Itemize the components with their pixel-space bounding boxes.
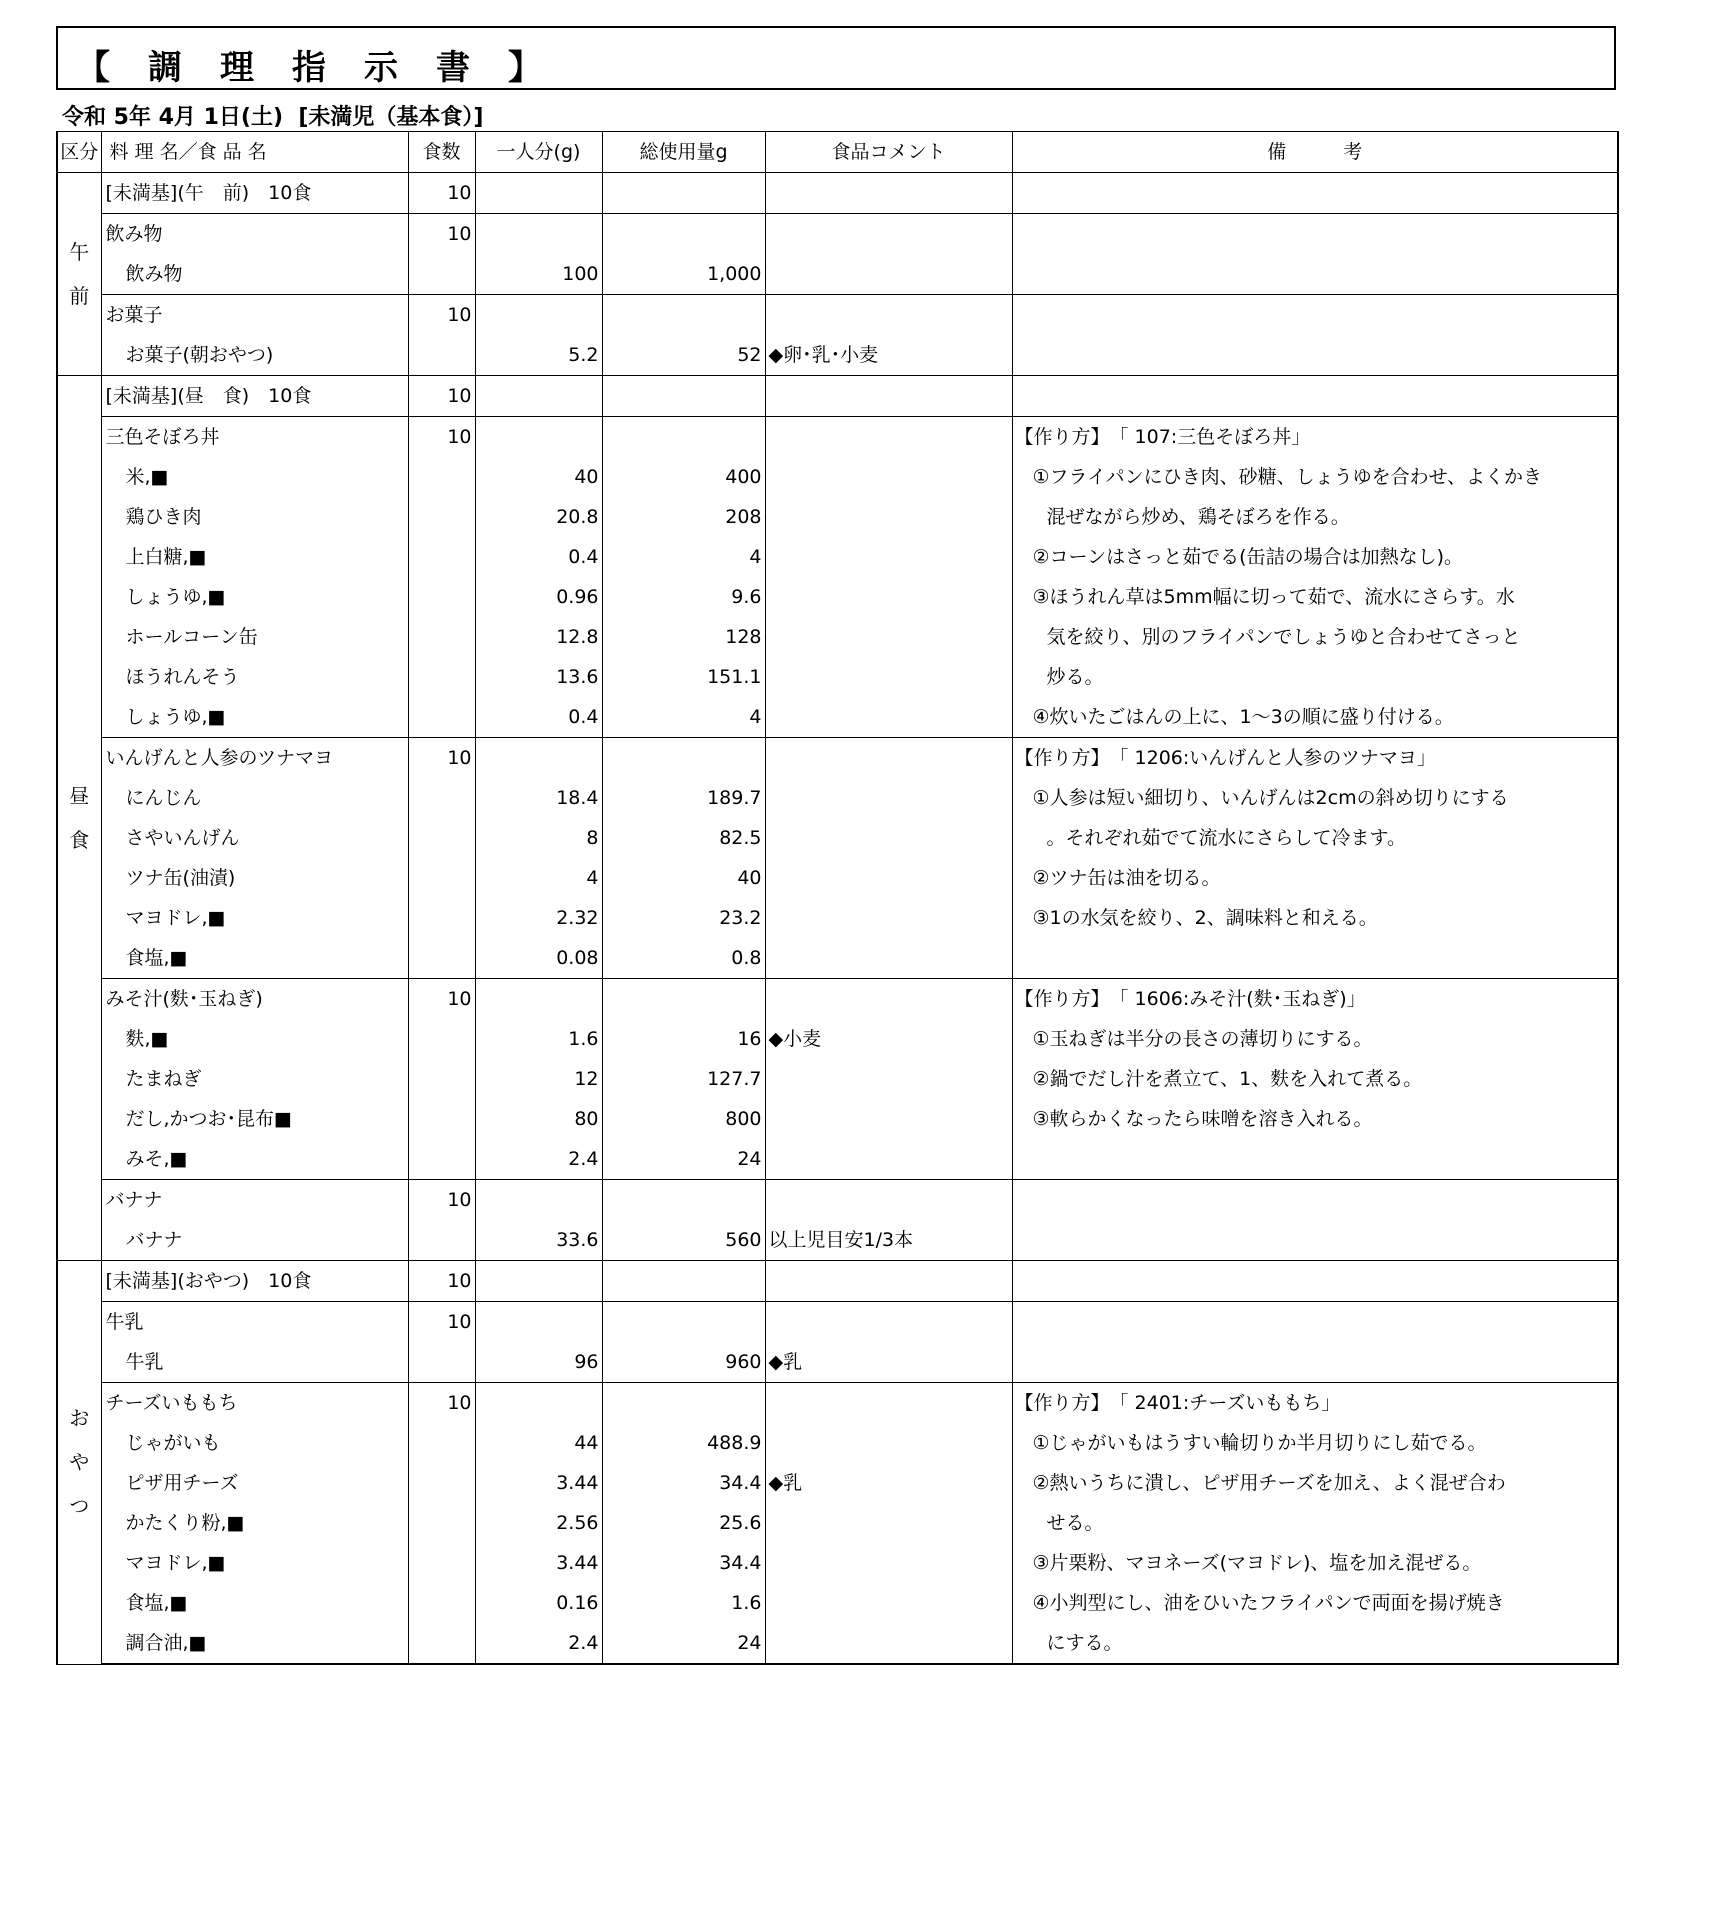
serving-count	[408, 1463, 475, 1503]
per-person-amount: 1.6	[475, 1019, 602, 1059]
food-comment	[765, 1139, 1012, 1180]
per-person-amount: 0.08	[475, 938, 602, 979]
food-comment: ◆卵･乳･小麦	[765, 335, 1012, 376]
total-amount: 0.8	[602, 938, 765, 979]
food-comment	[765, 738, 1012, 779]
food-comment: ◆小麦	[765, 1019, 1012, 1059]
ingredient-row	[57, 1139, 1618, 1180]
serving-count	[408, 577, 475, 617]
total-amount	[602, 1261, 765, 1302]
total-amount	[602, 1383, 765, 1424]
food-comment	[765, 898, 1012, 938]
dish-name: 飲み物	[101, 214, 408, 255]
serving-count	[408, 1503, 475, 1543]
per-person-amount	[475, 417, 602, 458]
food-comment	[765, 938, 1012, 979]
total-amount: 560	[602, 1220, 765, 1261]
ingredient-name: ホールコーン缶	[101, 617, 408, 657]
ingredient-name: 米,■	[101, 457, 408, 497]
ingredient-name: 食塩,■	[101, 938, 408, 979]
total-amount: 488.9	[602, 1423, 765, 1463]
per-person-amount: 80	[475, 1099, 602, 1139]
per-person-amount	[475, 1302, 602, 1343]
header-kubun: 区分	[57, 132, 101, 173]
dish-name: [未満基](昼 食) 10食	[101, 376, 408, 417]
remark-text: にする。	[1012, 1623, 1618, 1664]
serving-count	[408, 938, 475, 979]
ingredient-row	[57, 818, 1618, 858]
dish-name: 三色そぼろ丼	[101, 417, 408, 458]
dish-name: みそ汁(麩･玉ねぎ)	[101, 979, 408, 1020]
remark-text: 【作り方】 「 107:三色そぼろ丼」	[1012, 417, 1618, 458]
serving-count	[408, 1220, 475, 1261]
food-comment	[765, 778, 1012, 818]
serving-count	[408, 1139, 475, 1180]
serving-count: 10	[408, 417, 475, 458]
dish-row	[57, 214, 1618, 255]
dish-row	[57, 1302, 1618, 1343]
remark-text: ①人参は短い細切り、いんげんは2cmの斜め切りにする	[1012, 778, 1618, 818]
section-label	[57, 1261, 101, 1665]
table-header-row	[57, 132, 1618, 173]
ingredient-row	[57, 1463, 1618, 1503]
ingredient-row	[57, 537, 1618, 577]
remark-text	[1012, 1302, 1618, 1343]
remark-text: ③片栗粉、マヨネーズ(マヨドレ)、塩を加え混ぜる。	[1012, 1543, 1618, 1583]
header-comment: 食品コメント	[765, 132, 1012, 173]
food-comment	[765, 417, 1012, 458]
ingredient-row	[57, 697, 1618, 738]
ingredient-row	[57, 1059, 1618, 1099]
per-person-amount: 44	[475, 1423, 602, 1463]
ingredient-row	[57, 1019, 1618, 1059]
per-person-amount	[475, 214, 602, 255]
section-label-char: や	[69, 1450, 90, 1475]
total-amount: 23.2	[602, 898, 765, 938]
dish-name: バナナ	[101, 1180, 408, 1221]
ingredient-row	[57, 617, 1618, 657]
section-label-char: 午	[69, 240, 90, 264]
total-amount	[602, 979, 765, 1020]
dish-row	[57, 376, 1618, 417]
serving-count: 10	[408, 1180, 475, 1221]
title-box	[56, 26, 1616, 90]
ingredient-row	[57, 778, 1618, 818]
food-comment	[765, 1261, 1012, 1302]
per-person-amount	[475, 1383, 602, 1424]
food-comment	[765, 1383, 1012, 1424]
total-amount	[602, 1302, 765, 1343]
serving-count: 10	[408, 173, 475, 214]
section-label	[57, 173, 101, 376]
per-person-amount	[475, 1261, 602, 1302]
header-total: 総使用量g	[602, 132, 765, 173]
remark-text: ③軟らかくなったら味噌を溶き入れる。	[1012, 1099, 1618, 1139]
remark-text	[1012, 254, 1618, 295]
food-comment	[765, 979, 1012, 1020]
total-amount: 151.1	[602, 657, 765, 697]
total-amount	[602, 173, 765, 214]
serving-count	[408, 537, 475, 577]
per-person-amount	[475, 1180, 602, 1221]
per-person-amount	[475, 295, 602, 336]
food-comment: 以上児目安1/3本	[765, 1220, 1012, 1261]
per-person-amount: 0.16	[475, 1583, 602, 1623]
ingredient-name: 上白糖,■	[101, 537, 408, 577]
total-amount: 208	[602, 497, 765, 537]
food-comment	[765, 254, 1012, 295]
food-comment	[765, 173, 1012, 214]
ingredient-row	[57, 1503, 1618, 1543]
header-remarks: 備 考	[1012, 132, 1618, 173]
ingredient-name: 鶏ひき肉	[101, 497, 408, 537]
dish-name: [未満基](おやつ) 10食	[101, 1261, 408, 1302]
ingredient-row	[57, 1583, 1618, 1623]
serving-count	[408, 1059, 475, 1099]
remark-text: 【作り方】 「 2401:チーズいももち」	[1012, 1383, 1618, 1424]
serving-count: 10	[408, 295, 475, 336]
dish-row	[57, 295, 1618, 336]
remark-text: 混ぜながら炒め、鶏そぼろを作る。	[1012, 497, 1618, 537]
remark-text: せる。	[1012, 1503, 1618, 1543]
food-comment	[765, 1059, 1012, 1099]
food-comment	[765, 1302, 1012, 1343]
serving-count: 10	[408, 376, 475, 417]
total-amount: 4	[602, 537, 765, 577]
serving-count: 10	[408, 1261, 475, 1302]
total-amount: 128	[602, 617, 765, 657]
per-person-amount: 5.2	[475, 335, 602, 376]
ingredient-row	[57, 858, 1618, 898]
ingredient-name: かたくり粉,■	[101, 1503, 408, 1543]
ingredient-row	[57, 335, 1618, 376]
total-amount: 52	[602, 335, 765, 376]
per-person-amount: 8	[475, 818, 602, 858]
ingredient-name: ピザ用チーズ	[101, 1463, 408, 1503]
food-comment	[765, 537, 1012, 577]
per-person-amount: 0.4	[475, 697, 602, 738]
serving-count	[408, 858, 475, 898]
total-amount: 400	[602, 457, 765, 497]
ingredient-row	[57, 577, 1618, 617]
total-amount: 189.7	[602, 778, 765, 818]
per-person-amount: 4	[475, 858, 602, 898]
section-label-char: 昼	[69, 784, 90, 808]
per-person-amount: 2.4	[475, 1139, 602, 1180]
remark-text	[1012, 214, 1618, 255]
remark-text	[1012, 295, 1618, 336]
date-line: 令和 5年 4月 1日(土) [未満児（基本食）]	[62, 105, 484, 130]
cooking-instruction-table	[56, 131, 1619, 1665]
remark-text: 【作り方】 「 1206:いんげんと人参のツナマヨ」	[1012, 738, 1618, 779]
ingredient-name: ほうれんそう	[101, 657, 408, 697]
section-label-char: 食	[69, 828, 90, 852]
remark-text	[1012, 1342, 1618, 1383]
serving-count	[408, 617, 475, 657]
remark-text	[1012, 1180, 1618, 1221]
ingredient-row	[57, 1423, 1618, 1463]
remark-text	[1012, 1220, 1618, 1261]
ingredient-row	[57, 457, 1618, 497]
ingredient-name: 食塩,■	[101, 1583, 408, 1623]
serving-count	[408, 1342, 475, 1383]
food-comment	[765, 858, 1012, 898]
total-amount: 1,000	[602, 254, 765, 295]
food-comment	[765, 1099, 1012, 1139]
remark-text	[1012, 376, 1618, 417]
food-comment	[765, 1583, 1012, 1623]
ingredient-name: だし,かつお･昆布■	[101, 1099, 408, 1139]
header-per-person: 一人分(g)	[475, 132, 602, 173]
ingredient-name: たまねぎ	[101, 1059, 408, 1099]
ingredient-name: 麩,■	[101, 1019, 408, 1059]
total-amount: 24	[602, 1623, 765, 1664]
per-person-amount: 3.44	[475, 1463, 602, 1503]
dish-row	[57, 1261, 1618, 1302]
ingredient-name: マヨドレ,■	[101, 898, 408, 938]
ingredient-row	[57, 1342, 1618, 1383]
per-person-amount: 96	[475, 1342, 602, 1383]
remark-text: ④炊いたごはんの上に、1～3の順に盛り付ける。	[1012, 697, 1618, 738]
dish-row	[57, 173, 1618, 214]
per-person-amount: 3.44	[475, 1543, 602, 1583]
ingredient-row	[57, 497, 1618, 537]
total-amount: 800	[602, 1099, 765, 1139]
serving-count	[408, 335, 475, 376]
total-amount: 1.6	[602, 1583, 765, 1623]
total-amount: 4	[602, 697, 765, 738]
ingredient-name: にんじん	[101, 778, 408, 818]
serving-count	[408, 497, 475, 537]
total-amount: 9.6	[602, 577, 765, 617]
remark-text: ①フライパンにひき肉、砂糖、しょうゆを合わせ、よくかき	[1012, 457, 1618, 497]
ingredient-row	[57, 898, 1618, 938]
serving-count: 10	[408, 214, 475, 255]
remark-text	[1012, 173, 1618, 214]
header-count: 食数	[408, 132, 475, 173]
total-amount	[602, 417, 765, 458]
per-person-amount: 33.6	[475, 1220, 602, 1261]
food-comment	[765, 497, 1012, 537]
per-person-amount	[475, 173, 602, 214]
food-comment: ◆乳	[765, 1342, 1012, 1383]
per-person-amount: 0.4	[475, 537, 602, 577]
total-amount: 127.7	[602, 1059, 765, 1099]
per-person-amount: 40	[475, 457, 602, 497]
serving-count	[408, 254, 475, 295]
ingredient-row	[57, 1623, 1618, 1664]
remark-text	[1012, 1261, 1618, 1302]
serving-count	[408, 1623, 475, 1664]
ingredient-row	[57, 1543, 1618, 1583]
dish-name: チーズいももち	[101, 1383, 408, 1424]
dish-row	[57, 1180, 1618, 1221]
ingredient-name: マヨドレ,■	[101, 1543, 408, 1583]
ingredient-row	[57, 1220, 1618, 1261]
total-amount: 34.4	[602, 1543, 765, 1583]
food-comment	[765, 214, 1012, 255]
dish-name: [未満基](午 前) 10食	[101, 173, 408, 214]
food-comment	[765, 617, 1012, 657]
per-person-amount: 18.4	[475, 778, 602, 818]
total-amount	[602, 295, 765, 336]
section-label-char: 前	[69, 284, 90, 308]
per-person-amount: 2.32	[475, 898, 602, 938]
remark-text: ③1の水気を絞り、2、調味料と和える。	[1012, 898, 1618, 938]
total-amount: 16	[602, 1019, 765, 1059]
remark-text	[1012, 938, 1618, 979]
remark-text: 【作り方】 「 1606:みそ汁(麩･玉ねぎ)」	[1012, 979, 1618, 1020]
per-person-amount: 13.6	[475, 657, 602, 697]
ingredient-name: バナナ	[101, 1220, 408, 1261]
remark-text: ①じゃがいもはうすい輪切りか半月切りにし茹でる。	[1012, 1423, 1618, 1463]
serving-count	[408, 1583, 475, 1623]
dish-row	[57, 1383, 1618, 1424]
ingredient-row	[57, 254, 1618, 295]
remark-text: ②熱いうちに潰し、ピザ用チーズを加え、よく混ぜ合わ	[1012, 1463, 1618, 1503]
serving-count	[408, 697, 475, 738]
section-label-char: つ	[69, 1494, 90, 1519]
serving-count	[408, 1543, 475, 1583]
food-comment	[765, 697, 1012, 738]
ingredient-name: ツナ缶(油漬)	[101, 858, 408, 898]
per-person-amount: 2.4	[475, 1623, 602, 1664]
ingredient-row	[57, 1099, 1618, 1139]
dish-row	[57, 738, 1618, 779]
serving-count: 10	[408, 1383, 475, 1424]
serving-count	[408, 1019, 475, 1059]
header-name: 料 理 名／食 品 名	[101, 132, 408, 173]
remark-text	[1012, 1139, 1618, 1180]
food-comment	[765, 1503, 1012, 1543]
document-title: 【 調 理 指 示 書 】	[76, 48, 544, 88]
per-person-amount: 0.96	[475, 577, 602, 617]
total-amount	[602, 738, 765, 779]
remark-text: ②ツナ缶は油を切る。	[1012, 858, 1618, 898]
ingredient-name: しょうゆ,■	[101, 697, 408, 738]
serving-count	[408, 1423, 475, 1463]
dish-name: いんげんと人参のツナマヨ	[101, 738, 408, 779]
remark-text: 気を絞り、別のフライパンでしょうゆと合わせてさっと	[1012, 617, 1618, 657]
food-comment	[765, 457, 1012, 497]
ingredient-name: しょうゆ,■	[101, 577, 408, 617]
total-amount: 25.6	[602, 1503, 765, 1543]
per-person-amount	[475, 376, 602, 417]
total-amount	[602, 1180, 765, 1221]
total-amount	[602, 214, 765, 255]
per-person-amount	[475, 979, 602, 1020]
per-person-amount: 2.56	[475, 1503, 602, 1543]
remark-text: ②コーンはさっと茹でる(缶詰の場合は加熱なし)。	[1012, 537, 1618, 577]
food-comment	[765, 1623, 1012, 1664]
food-comment: ◆乳	[765, 1463, 1012, 1503]
ingredient-name: さやいんげん	[101, 818, 408, 858]
food-comment	[765, 1423, 1012, 1463]
total-amount: 40	[602, 858, 765, 898]
remark-text: ③ほうれん草は5mm幅に切って茹で、流水にさらす。水	[1012, 577, 1618, 617]
ingredient-name: 牛乳	[101, 1342, 408, 1383]
serving-count: 10	[408, 738, 475, 779]
serving-count	[408, 778, 475, 818]
dish-row	[57, 979, 1618, 1020]
remark-text: 炒る。	[1012, 657, 1618, 697]
food-comment	[765, 295, 1012, 336]
remark-text: ①玉ねぎは半分の長さの薄切りにする。	[1012, 1019, 1618, 1059]
per-person-amount: 20.8	[475, 497, 602, 537]
food-comment	[765, 818, 1012, 858]
total-amount: 82.5	[602, 818, 765, 858]
per-person-amount: 100	[475, 254, 602, 295]
serving-count	[408, 898, 475, 938]
remark-text: 。それぞれ茹でて流水にさらして冷ます。	[1012, 818, 1618, 858]
remark-text: ②鍋でだし汁を煮立て、1、麩を入れて煮る。	[1012, 1059, 1618, 1099]
ingredient-row	[57, 657, 1618, 697]
ingredient-name: 調合油,■	[101, 1623, 408, 1664]
section-label-char: お	[69, 1406, 90, 1431]
remark-text	[1012, 335, 1618, 376]
ingredient-name: じゃがいも	[101, 1423, 408, 1463]
per-person-amount: 12	[475, 1059, 602, 1099]
remark-text: ④小判型にし、油をひいたフライパンで両面を揚げ焼き	[1012, 1583, 1618, 1623]
serving-count	[408, 457, 475, 497]
food-comment	[765, 577, 1012, 617]
per-person-amount	[475, 738, 602, 779]
section-label	[57, 376, 101, 1261]
total-amount: 24	[602, 1139, 765, 1180]
dish-row	[57, 417, 1618, 458]
serving-count	[408, 1099, 475, 1139]
total-amount: 960	[602, 1342, 765, 1383]
dish-name: お菓子	[101, 295, 408, 336]
ingredient-name: みそ,■	[101, 1139, 408, 1180]
per-person-amount: 12.8	[475, 617, 602, 657]
total-amount: 34.4	[602, 1463, 765, 1503]
ingredient-row	[57, 938, 1618, 979]
dish-name: 牛乳	[101, 1302, 408, 1343]
ingredient-name: お菓子(朝おやつ)	[101, 335, 408, 376]
ingredient-name: 飲み物	[101, 254, 408, 295]
food-comment	[765, 657, 1012, 697]
serving-count	[408, 818, 475, 858]
total-amount	[602, 376, 765, 417]
serving-count: 10	[408, 1302, 475, 1343]
serving-count: 10	[408, 979, 475, 1020]
serving-count	[408, 657, 475, 697]
food-comment	[765, 376, 1012, 417]
food-comment	[765, 1543, 1012, 1583]
food-comment	[765, 1180, 1012, 1221]
